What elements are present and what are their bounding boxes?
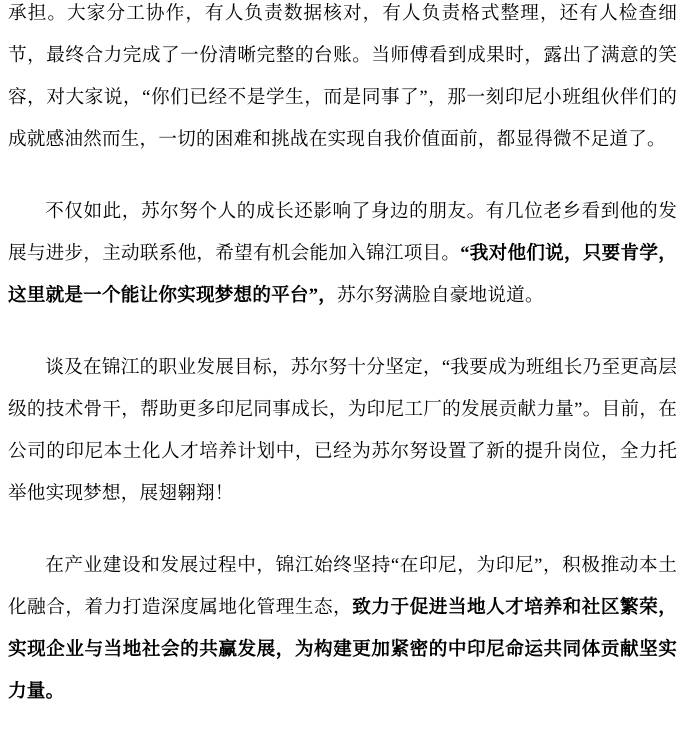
document-body <box>8 0 677 713</box>
text-run: 在产业建设和发展过程中，锦江始终坚持“在印尼，为印尼”，积极推动本土化融合，着力打造深度属地化管理生态， <box>8 555 677 618</box>
paragraph <box>8 545 677 713</box>
text-run: 不仅如此，苏尔努个人的成长还影响了身边的朋友。有几位老乡看到他的发展与进步，主动联系他，希望有机会能加入锦江项目。 <box>8 201 677 264</box>
text-run: 谈及在锦江的职业发展目标，苏尔努十分坚定，“我要成为班组长乃至更高层级的技术骨干，帮助更多印尼同事成长，为印尼工厂的发展贡献力量”。目前，在公司的印尼本土化人才培养计划中，已经为苏尔努设置了新的提升岗位，全力托举他实现梦想，展翅翱翔！ <box>8 357 677 504</box>
bold-text-run: 致力于促进当地人才培养和社区繁荣，实现企业与当地社会的共赢发展，为构建更加紧密的中印尼命运共同体贡献坚实力量。 <box>8 597 678 702</box>
text-run: 苏尔努满脸自豪地说道。 <box>337 285 544 306</box>
paragraph <box>8 347 677 515</box>
text-run: 承担。大家分工协作，有人负责数据核对，有人负责格式整理，还有人检查细节，最终合力完成了一份清晰完整的台账。当师傅看到成果时，露出了满意的笑容，对大家说，“你们已经不是学生，而是同事了”，那一刻印尼小班组伙伴们的成就感油然而生，一切的困难和挑战在实现自我价值面前，都显得微不足道了。 <box>8 3 677 150</box>
bold-text-run: “我对他们说，只要肯学，这里就是一个能让你实现梦想的平台”， <box>8 243 677 306</box>
paragraph <box>8 191 677 317</box>
paragraph <box>8 0 677 161</box>
